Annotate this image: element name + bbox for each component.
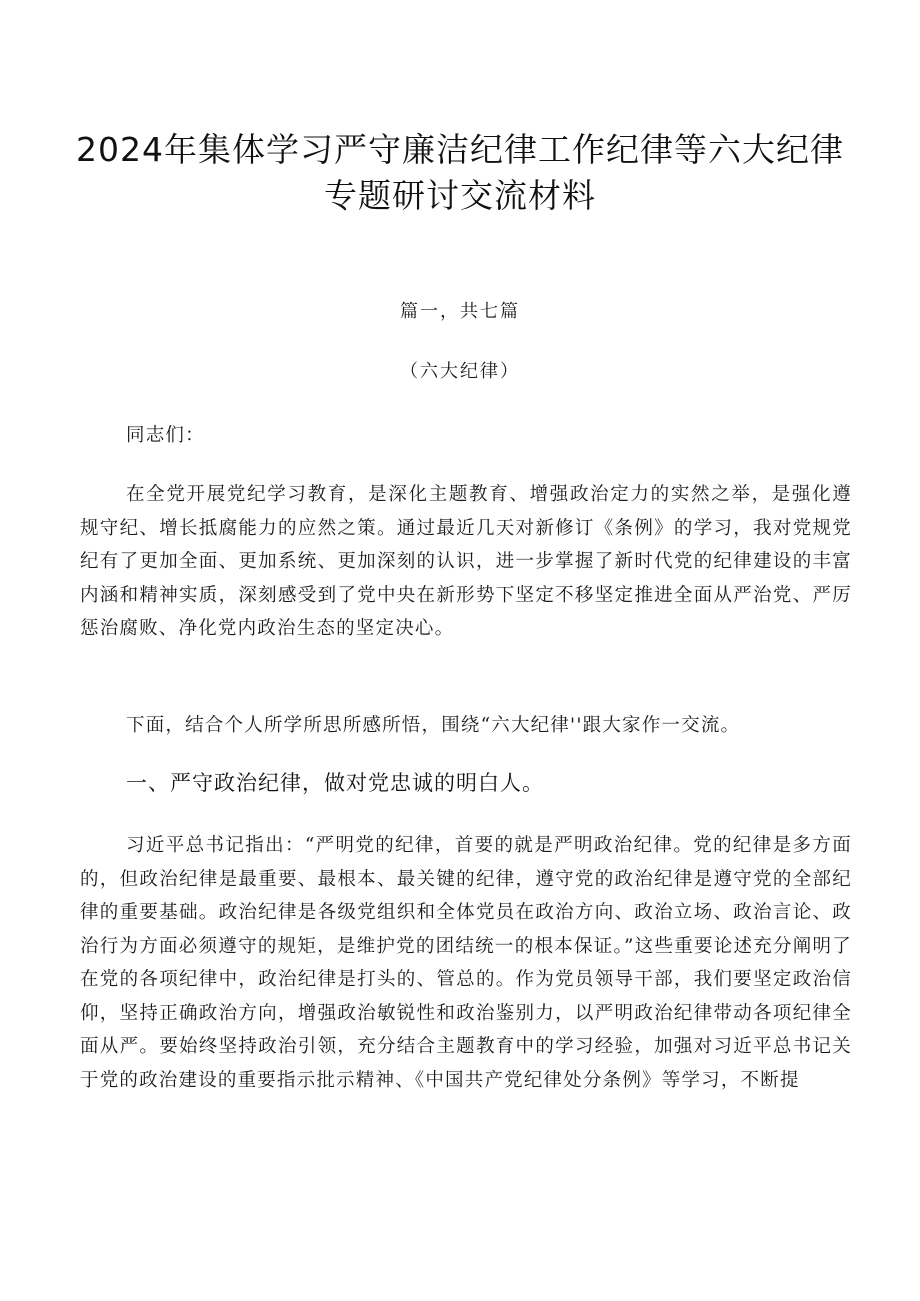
document-title-line1: 2024年集体学习严守廉洁纪律工作纪律等六大纪律 — [76, 130, 844, 169]
document-title-line2: 专题研讨交流材料 — [324, 176, 596, 215]
paragraph-transition: 下面，结合个人所学所思所感所悟，围绕“六大纪律''跟大家作一交流。 — [126, 715, 741, 736]
paragraph-political-discipline: 习近平总书记指出：“严明党的纪律，首要的就是严明政治纪律。党的纪律是多方面的，但政治纪律是最重要、最根本、最关键的纪律，遵守党的政治纪律是遵守党的全部纪律的重要基础。政治纪律是各级党组织和全体党员在政治方向、政治立场、政治言论、政治行为方面必须遵守的规矩，是维护党的团结统一的根本保证。”这些重要论述充分阐明了在党的各项纪律中，政治纪律是打头的、管总的。作为党员领导干部，我们要坚定政治信仰，坚持正确政治方向，增强政治敏锐性和政治鉴别力，以严明政治纪律带动各项纪律全面从严。要始终坚持政治引领，充分结合主题教育中的学习经验，加强对习近平总书记关于党的政治建设的重要指示批示精神、《中国共产党纪律处分条例》等学习，不断提 — [80, 835, 852, 1091]
paragraph-intro: 在全党开展党纪学习教育，是深化主题教育、增强政治定力的实然之举，是强化遵规守纪、增长抵腐能力的应然之策。通过最近几天对新修订《条例》的学习，我对党规党纪有了更加全面、更加系统、更加深刻的认识，进一步掌握了新时代党的纪律建设的丰富内涵和精神实质，深刻感受到了党中央在新形势下坚定不移坚定推进全面从严治党、严厉惩治腐败、净化党内政治生态的坚定决心。 — [80, 484, 852, 639]
part-label: 篇一，共七篇 — [400, 301, 520, 322]
greeting: 同志们： — [126, 425, 205, 446]
section-heading-1: 一、严守政治纪律，做对党忠诚的明白人。 — [126, 771, 544, 795]
subtitle: （六大纪律） — [400, 361, 520, 382]
